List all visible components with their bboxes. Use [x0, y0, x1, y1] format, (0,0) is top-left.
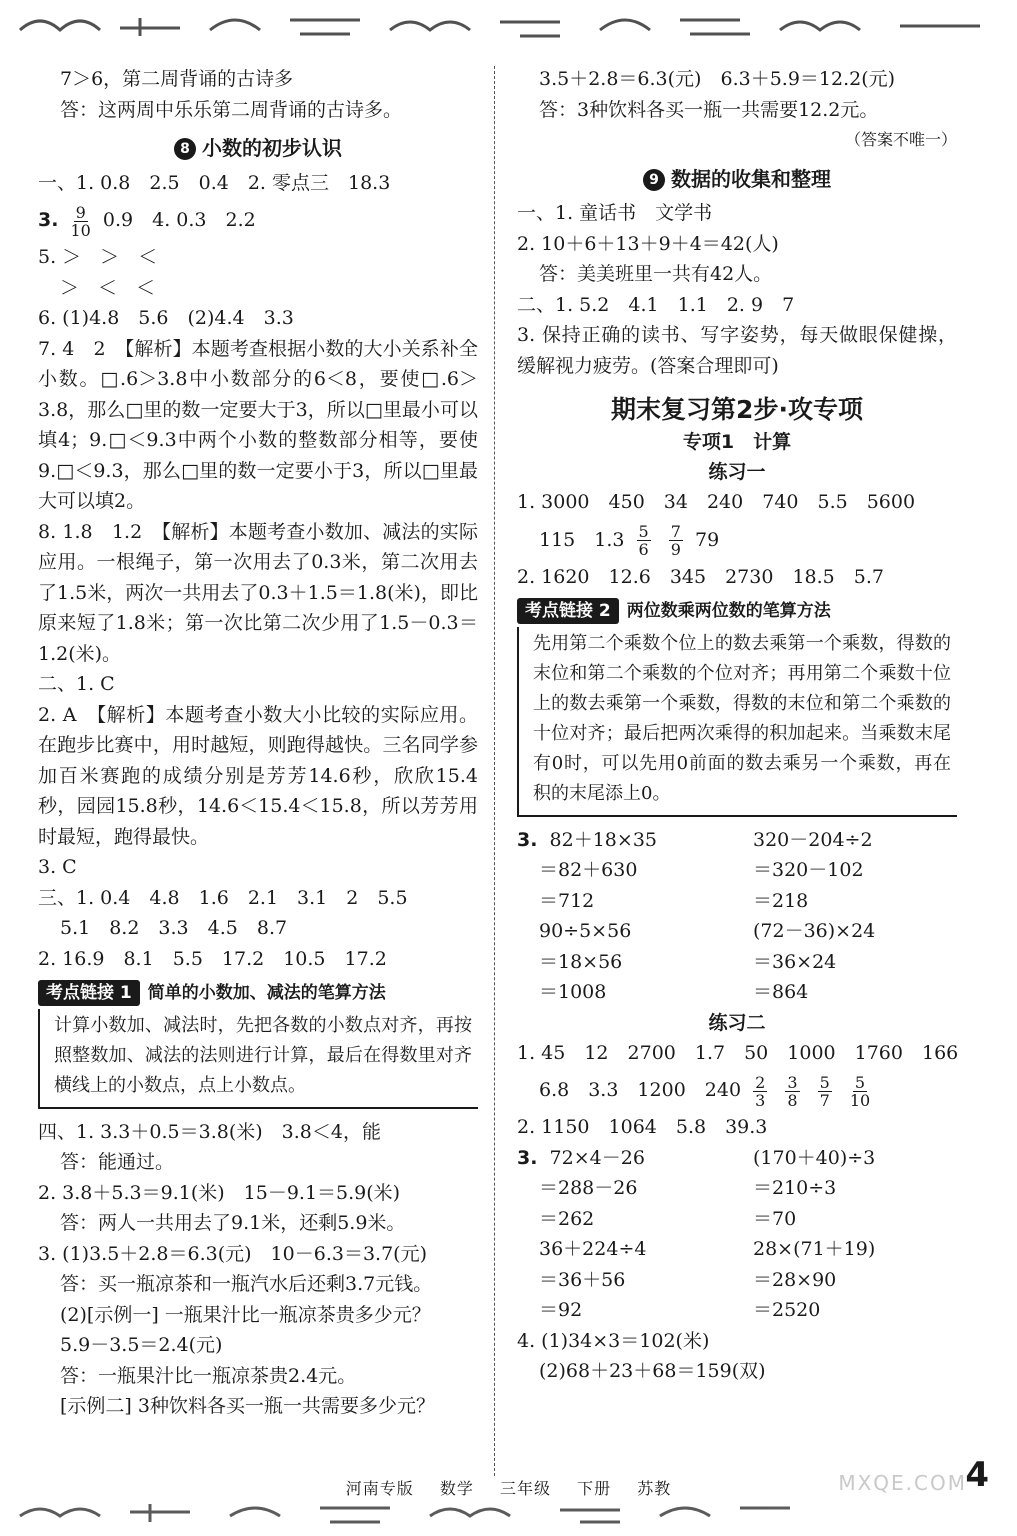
top-decoration	[0, 0, 1017, 40]
key-point-tag: 考点链接 1	[38, 980, 140, 1006]
answer-paragraph: 2. A 【解析】本题考查小数大小比较的实际应用。在跑步比赛中，用时越短，则跑得越快。三名同学参加百米赛跑的成绩分别是芳芳14.6秒，欣欣15.4秒，园园15.8秒，14.6＜15.4＜15.8，所以芳芳用时最短，跑得最快。	[38, 703, 478, 848]
answer-line: 一、1. 0.8 2.5 0.4 2. 零点三 18.3	[38, 171, 391, 194]
column-divider	[494, 66, 495, 1476]
exercise-title: 练习一	[708, 461, 766, 483]
note: （答案不唯一）	[844, 130, 957, 149]
calculation-block	[517, 1143, 957, 1326]
section-number-badge: 9	[643, 169, 665, 191]
calc-step: ＝1008	[539, 981, 607, 1003]
answer-line: 5.1 8.2 3.3 4.5 8.7	[60, 917, 288, 939]
answer-line: 答：买一瓶凉茶和一瓶汽水后还剩3.7元钱。	[60, 1273, 433, 1295]
answer-line: 答：一瓶果汁比一瓶凉茶贵2.4元。	[60, 1364, 357, 1387]
calc-step: 320－204÷2	[753, 828, 873, 851]
answer-line: 2. 16.9 8.1 5.5 17.2 10.5 17.2	[38, 947, 387, 970]
calc-step: ＝36＋56	[539, 1268, 626, 1291]
section-title: 数据的收集和整理	[671, 166, 831, 191]
calc-step: 3. 72×4－26	[517, 1146, 645, 1169]
calc-step: 36＋224÷4	[539, 1238, 647, 1260]
page-number: 4	[965, 1455, 989, 1495]
calc-step: ＝82＋630	[539, 859, 638, 881]
calc-step: 3. 82＋18×35	[517, 828, 657, 851]
bottom-decoration	[0, 1496, 1017, 1536]
key-point-tag: 考点链接 2	[517, 598, 619, 624]
key-point-title: 简单的小数加、减法的笔算方法	[147, 983, 386, 1003]
answer-line: 三、1. 0.4 4.8 1.6 2.1 3.1 2 5.5	[38, 886, 408, 909]
calc-step: 28×(71＋19)	[753, 1238, 876, 1260]
calc-step: ＝712	[539, 889, 595, 912]
exercise-title: 练习二	[708, 1011, 766, 1034]
calc-step: 90÷5×56	[539, 920, 632, 942]
answer-line: 6.8 3.3 1200 240 $\frac{2}{3}$ $\frac{3}{8}$ $\frac{5}{7}$ $\frac{5}{10}$	[539, 1072, 871, 1110]
answer-line: 2. 1620 12.6 345 2730 18.5 5.7	[517, 565, 884, 588]
calc-step: ＝262	[539, 1207, 595, 1230]
fraction: $\frac{9}{10}$	[70, 202, 91, 240]
section-heading	[38, 133, 478, 164]
answer-line: 答：3种饮料各买一瓶一共需要12.2元。	[539, 98, 879, 121]
calc-step: ＝288－26	[539, 1177, 638, 1199]
calc-step: ＝210÷3	[753, 1177, 837, 1199]
answer-line: 115 1.3 $\frac{5}{6}$ $\frac{7}{9}$ 79	[539, 522, 720, 559]
fraction: $\frac{2}{3}$	[755, 1072, 766, 1110]
key-point-link	[517, 596, 957, 627]
answer-line: 1. 45 12 2700 1.7 50 1000 1760 166	[517, 1041, 959, 1064]
fraction: $\frac{7}{9}$	[670, 522, 681, 559]
key-point-body: 计算小数加、减法时，先把各数的小数点对齐，再按照整数加、减法的法则进行计算，最后在得数里对齐横线上的小数点，点上小数点。	[38, 1009, 478, 1109]
calc-step: ＝864	[753, 981, 809, 1003]
key-point-body: 先用第二个乘数个位上的数去乘第一个乘数，得数的末位和第二个乘数的个位对齐；再用第二个乘数十位上的数去乘第一个乘数，得数的末位和第二个乘数的十位对齐；最后把两次乘得的积加起来。当乘数末尾有0时，可以先用0前面的数去乘另一个乘数，再在积的末尾添上0。	[517, 627, 957, 817]
fraction: $\frac{5}{6}$	[638, 522, 649, 559]
section-heading	[517, 164, 957, 195]
section-title: 小数的初步认识	[202, 136, 342, 160]
calc-step: ＝2520	[753, 1299, 821, 1321]
answer-line: 二、1. C	[38, 673, 115, 695]
footer-edition: 苏教	[637, 1479, 672, 1498]
footer-region: 河南专版	[345, 1479, 414, 1498]
calc-step: ＝18×56	[539, 950, 623, 973]
answer-line: 答：能通过。	[60, 1151, 175, 1173]
answer-line: 2. 1150 1064 5.8 39.3	[517, 1116, 768, 1138]
answer-line: 6. (1)4.8 5.6 (2)4.4 3.3	[38, 307, 294, 329]
key-point-title: 两位数乘两位数的笔算方法	[626, 601, 831, 621]
calc-step: (72－36)×24	[753, 920, 876, 942]
answer-line: (2)[示例一] 一瓶果汁比一瓶凉茶贵多少元？	[60, 1303, 431, 1326]
answer-paragraph: 8. 1.8 1.2 【解析】本题考查小数加、减法的实际应用。一根绳子，第一次用去了0.3米，第二次用去了1.5米，两次一共用去了0.3＋1.5＝1.8(米)，即比原来短了1.8米；第一次比第二次少用了1.5－0.3＝1.2(米)。	[38, 520, 478, 665]
calc-step: ＝218	[753, 889, 809, 912]
answer-line: (2)68＋23＋68＝159(双)	[539, 1360, 766, 1382]
answer-line: [示例二] 3种饮料各买一瓶一共需要多少元？	[60, 1395, 435, 1417]
key-point-link	[38, 978, 478, 1009]
answer-line: 答：两人一共用去了9.1米，还剩5.9米。	[60, 1212, 406, 1234]
footer-grade: 三年级	[499, 1479, 551, 1498]
answer-line: 5. ＞ ＞ ＜	[38, 246, 158, 268]
calc-step: ＝70	[753, 1207, 797, 1230]
answer-paragraph: 7. 4 2 【解析】本题考查根据小数的大小关系补全小数。□.6＞3.8中小数部分的6＜8，要使□.6＞3.8，那么□里的数一定要大于3，所以□里最小可以填4；9.□＜9.3中两个小数的整数部分相等，要使9.□＜9.3，那么□里的数一定要小于3，所以□里最大可以填2。	[38, 337, 478, 512]
answer-line: 答：美美班里一共有42人。	[539, 263, 773, 285]
watermark: MXQE.COM	[838, 1471, 967, 1495]
calc-step: ＝36×24	[753, 950, 837, 973]
answer-line: 二、1. 5.2 4.1 1.1 2. 9 7	[517, 293, 795, 316]
answer-paragraph: 3. 保持正确的读书、写字姿势，每天做眼保健操，缓解视力疲劳。(答案合理即可)	[517, 324, 957, 377]
fraction: $\frac{5}{7}$	[819, 1072, 830, 1110]
calc-step: ＝320－102	[753, 859, 864, 881]
answer-line: 4. (1)34×3＝102(米)	[517, 1329, 710, 1352]
answer-line: 3. C	[38, 856, 77, 878]
answer-line: 7＞6，第二周背诵的古诗多	[60, 68, 294, 90]
answer-line: 1. 3000 450 34 240 740 5.5 5600	[517, 491, 916, 513]
calc-step: ＝92	[539, 1299, 583, 1321]
answer-line: 2. 3.8＋5.3＝9.1(米) 15－9.1＝5.9(米)	[38, 1181, 401, 1204]
answer-line: 5.9－3.5＝2.4(元)	[60, 1334, 223, 1356]
chapter-title: 期末复习第2步·攻专项	[611, 395, 863, 424]
footer-subject: 数学	[439, 1479, 474, 1498]
fraction: $\frac{3}{8}$	[787, 1072, 798, 1110]
left-column	[38, 64, 478, 1422]
answer-line: 四、1. 3.3＋0.5＝3.8(米) 3.8＜4，能	[38, 1120, 381, 1143]
answer-line: 3. $\frac{9}{10}$ 0.9 4. 0.3 2.2	[38, 202, 256, 240]
section-number-badge: 8	[174, 138, 196, 160]
answer-line: 一、1. 童话书 文学书	[517, 202, 713, 224]
answer-line: 3.5＋2.8＝6.3(元) 6.3＋5.9＝12.2(元)	[539, 68, 896, 90]
answer-line: 3. (1)3.5＋2.8＝6.3(元) 10－6.3＝3.7(元)	[38, 1242, 427, 1265]
answer-line: 2. 10＋6＋13＋9＋4＝42(人)	[517, 232, 779, 255]
calc-step: (170＋40)÷3	[753, 1146, 876, 1169]
fraction: $\frac{5}{10}$	[849, 1072, 871, 1110]
right-column	[517, 64, 957, 1387]
answer-line: 答：这两周中乐乐第二周背诵的古诗多。	[60, 98, 403, 121]
footer-volume: 下册	[577, 1479, 612, 1498]
answer-line: ＞ ＜ ＜	[60, 276, 156, 299]
calc-step: ＝28×90	[753, 1268, 837, 1291]
calculation-block	[517, 825, 957, 1008]
topic-title: 专项1 计算	[682, 431, 792, 453]
